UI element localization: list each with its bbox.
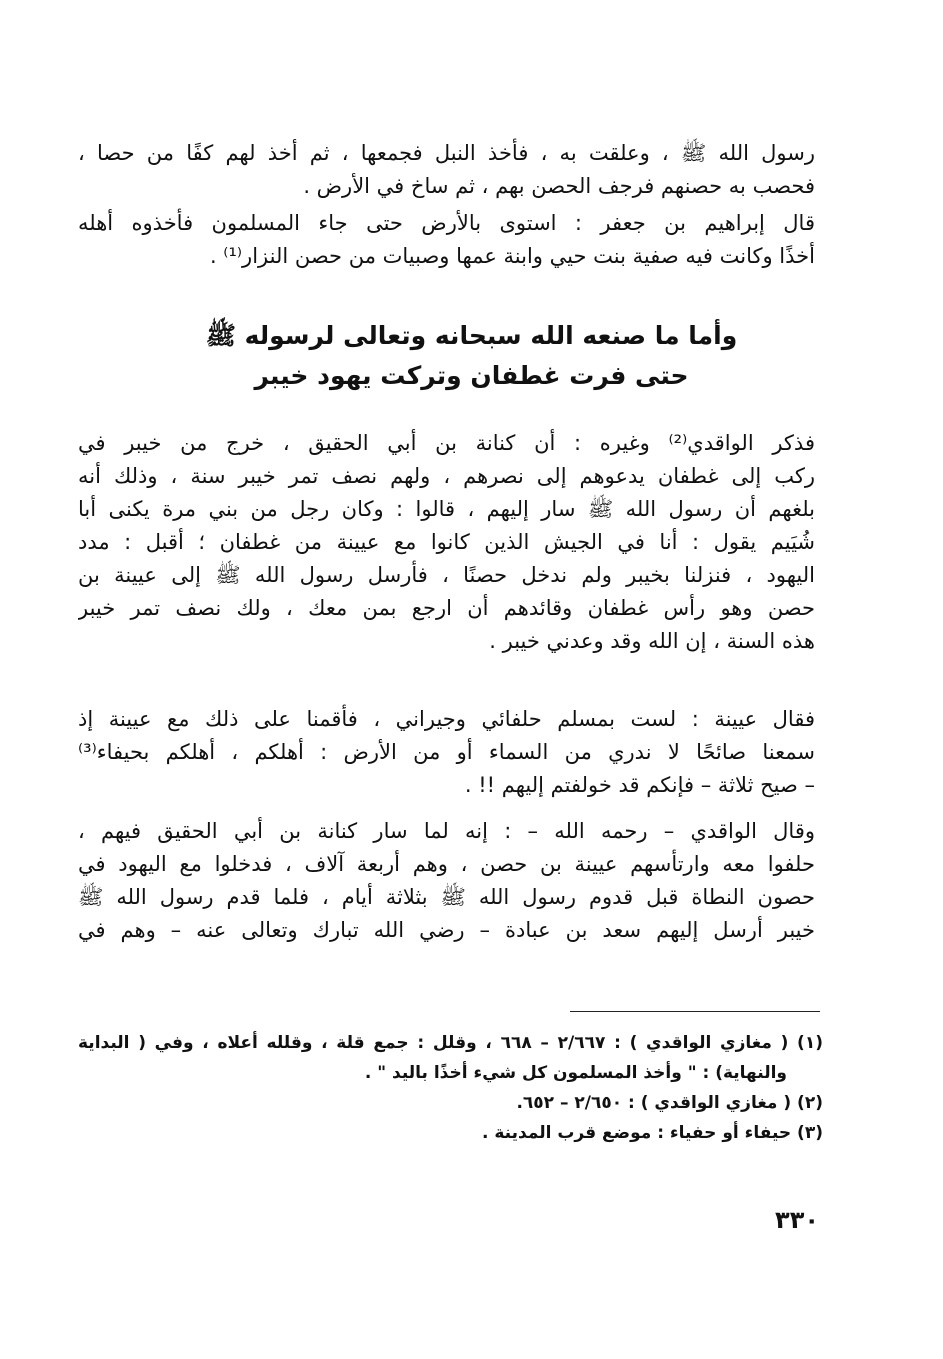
paragraph-line: ركب إلى غطفان يدعوهم إلى نصرهم ، ولهم نصف تمر خيبر سنة ، وذلك أنه: [78, 464, 815, 488]
paragraph-line: حصن وهو رأس غطفان وقائدهم أن ارجع بمن معك ، ولك نصف تمر خيبر: [78, 596, 815, 620]
paragraph-line: – صيح ثلاثة – فإنكم قد خولفتم إليهم !! .: [464, 773, 815, 797]
footnote-3: (٣) حيفاء أو حفياء : موضع قرب المدينة .: [481, 1123, 823, 1143]
paragraph-line: حلفوا معه وارتأسهم عيينة بن حصن ، وهم أربعة آلاف ، فدخلوا مع اليهود في: [78, 852, 815, 876]
paragraph-3: [78, 428, 815, 659]
footnote-1-line-2: والنهاية) : " وأخذ المسلمون كل شيء أخذًا باليد " .: [364, 1063, 787, 1083]
paragraph-line: هذه السنة ، إن الله وقد وعدني خيبر .: [489, 629, 815, 653]
paragraph-line: رسول الله ﷺ ، وعلقت به ، فأخذ النبل فجمعها ، ثم أخذ لهم كفًا من حصا ،: [78, 141, 815, 165]
paragraph-1: [78, 138, 815, 204]
footnote-1-line-1: (١) ( مغازي الواقدي ) : ٢/٦٦٧ – ٦٦٨ ، وقلل : جمع قلة ، وقلله أعلاه ، وفي ( البداية: [78, 1033, 823, 1053]
paragraph-line: بلغهم أن رسول الله ﷺ سار إليهم ، قالوا : وكان رجل من بني مرة يكنى أبا: [78, 497, 815, 521]
paragraph-line: حصون النطاة قبل قدوم رسول الله ﷺ بثلاثة أيام ، فلما قدم رسول الله ﷺ: [78, 885, 815, 909]
paragraph-5: [78, 816, 815, 948]
paragraph-line: أخذًا وكانت فيه صفية بنت حيي وابنة عمها وصبيات من حصن النزار⁽¹⁾ .: [209, 244, 815, 268]
paragraph-line: سمعنا صائحًا لا ندري من السماء أو من الأرض : أهلكم ، أهلكم بحيفاء⁽³⁾: [78, 740, 815, 764]
section-heading-line-2: حتى فرت غطفان وتركت يهود خيبر: [254, 361, 689, 390]
paragraph-line: قال إبراهيم بن جعفر : استوى بالأرض حتى جاء المسلمون فأخذوه أهله: [78, 211, 815, 235]
page-number: ٣٣٠: [775, 1206, 819, 1234]
footnote-2: (٢) ( مغازي الواقدي ) : ٢/٦٥٠ – ٦٥٢.: [516, 1093, 823, 1113]
footnotes: [78, 1030, 823, 1150]
section-heading: [140, 316, 803, 396]
paragraph-line: شُيَيم يقول : أنا في الجيش الذين كانوا مع عيينة من غطفان ؛ أقبل : مدد: [78, 530, 815, 554]
paragraph-line: اليهود ، فنزلنا بخيبر ولم ندخل حصنًا ، فأرسل رسول الله ﷺ إلى عيينة بن: [78, 563, 815, 587]
paragraph-line: خيبر أرسل إليهم سعد بن عبادة – رضي الله تبارك وتعالى عنه – وهم في: [78, 918, 815, 942]
paragraph-line: وقال الواقدي – رحمه الله – : إنه لما سار كنانة بن أبي الحقيق فيهم ،: [78, 819, 815, 843]
paragraph-line: فذكر الواقدي⁽²⁾ وغيره : أن كنانة بن أبي الحقيق ، خرج من خيبر في: [78, 431, 815, 455]
paragraph-4: [78, 704, 815, 803]
section-heading-line-1: وأما ما صنعه الله سبحانه وتعالى لرسوله ﷺ: [205, 321, 738, 350]
footnote-divider: [570, 1011, 820, 1012]
paragraph-line: فقال عيينة : لست بمسلم حلفائي وجيراني ، فأقمنا على ذلك مع عيينة إذ: [78, 707, 815, 731]
paragraph-2: [78, 208, 815, 274]
paragraph-line: فحصب به حصنهم فرجف الحصن بهم ، ثم ساخ في الأرض .: [303, 174, 815, 198]
